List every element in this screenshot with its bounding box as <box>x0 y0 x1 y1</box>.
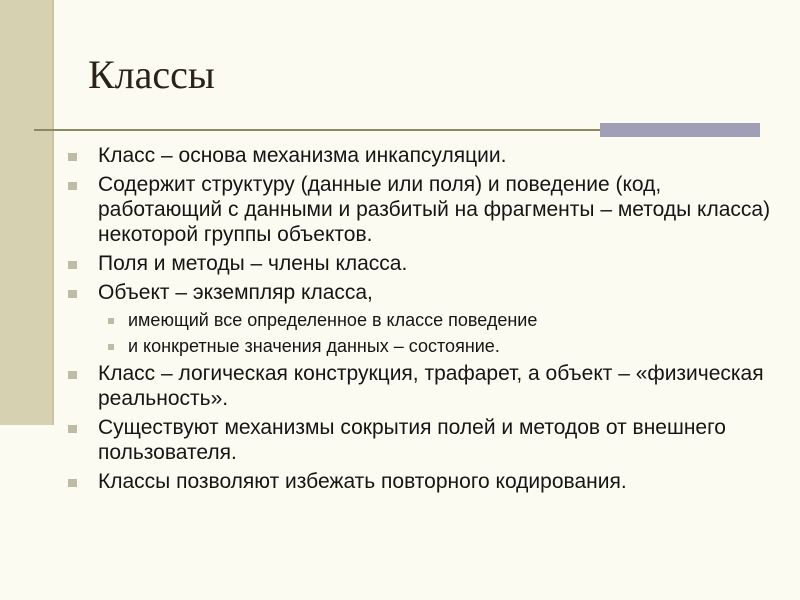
bullet-item: Поля и методы – члены класса. <box>68 251 780 276</box>
bullet-item: Существуют механизмы сокрытия полей и методов от внешнего пользователя. <box>68 415 780 465</box>
bullet-list <box>68 143 780 498</box>
bullet-item: Содержит структуру (данные или поля) и поведение (код, работающий с данными и разбитый на фрагменты – методы класса) некоторой группы объектов. <box>68 172 780 247</box>
left-decor-band <box>0 0 54 425</box>
sub-bullet-item: имеющий все определенное в классе поведение <box>108 309 780 331</box>
bullet-item: Объект – экземпляр класса, <box>68 280 780 305</box>
bullet-item: Класс – логическая конструкция, трафарет, а объект – «физическая реальность». <box>68 361 780 411</box>
sub-bullet-item: и конкретные значения данных – состояние. <box>108 335 780 357</box>
bullet-item: Классы позволяют избежать повторного кодирования. <box>68 469 780 494</box>
slide-title: Классы <box>88 52 215 97</box>
title-underline-accent <box>600 123 760 137</box>
title-underline <box>34 129 600 131</box>
bullet-item: Класс – основа механизма инкапсуляции. <box>68 143 780 168</box>
left-decor-band-edge <box>52 0 54 425</box>
